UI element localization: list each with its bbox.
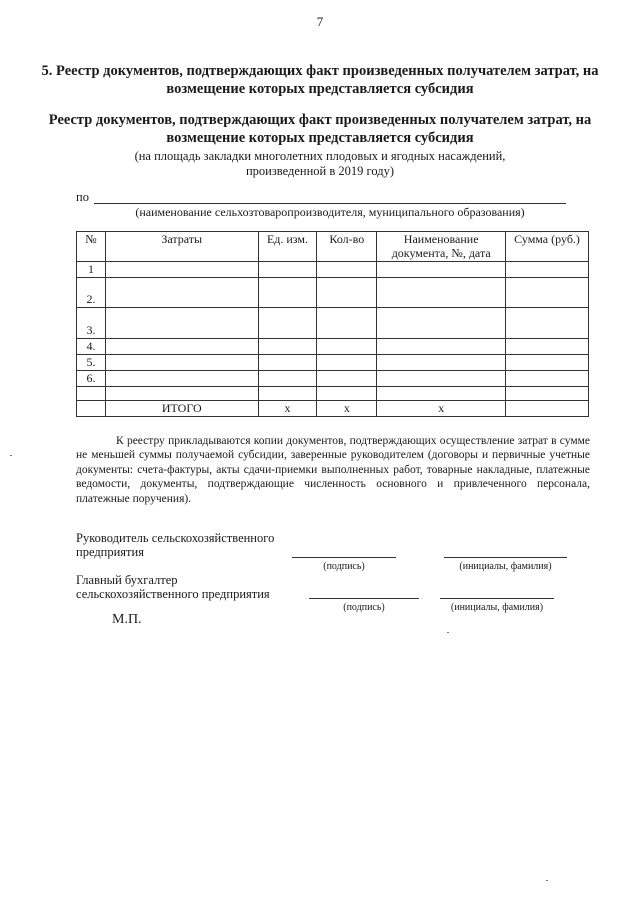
col-header-quantity: Кол-во xyxy=(317,232,377,262)
cell-costs xyxy=(105,308,258,339)
registry-subtitle xyxy=(40,149,600,179)
cell-amount xyxy=(506,387,589,401)
cell-amount xyxy=(506,262,589,278)
cell-unit xyxy=(258,308,317,339)
head-label-line-1: Руководитель сельскохозяйственного xyxy=(76,531,275,545)
accountant-signature-caption: (подпись) xyxy=(343,602,385,613)
cell-costs xyxy=(105,262,258,278)
cell-costs xyxy=(105,371,258,387)
row-number xyxy=(77,387,106,401)
recipient-prefix: по xyxy=(76,190,89,204)
accountant-label-line-1: Главный бухгалтер xyxy=(76,573,178,587)
page-number: 7 xyxy=(316,14,324,29)
col-header-amount: Сумма (руб.) xyxy=(506,232,589,262)
table-row xyxy=(77,355,589,371)
scan-speck xyxy=(546,880,548,881)
cell-document xyxy=(377,339,506,355)
col-header-number: № xyxy=(77,232,106,262)
total-amount xyxy=(506,401,589,417)
cell-quantity xyxy=(317,278,377,308)
table-row xyxy=(77,339,589,355)
accountant-name-line xyxy=(440,598,554,599)
cell-costs xyxy=(105,339,258,355)
scan-speck xyxy=(447,632,449,633)
cell-unit xyxy=(258,371,317,387)
total-unit: х xyxy=(258,401,317,417)
scan-speck xyxy=(10,455,12,456)
table-row xyxy=(77,387,589,401)
cell-document xyxy=(377,278,506,308)
total-document: х xyxy=(377,401,506,417)
section-heading: 5. Реестр документов, подтверждающих факт произведенных получателем затрат, на возмещение которых представляется субсидия xyxy=(41,63,599,97)
cell-document xyxy=(377,262,506,278)
cell-document xyxy=(377,387,506,401)
table-row xyxy=(77,278,589,308)
accountant-signature-label xyxy=(76,573,270,601)
cell-quantity xyxy=(317,308,377,339)
cell-amount xyxy=(506,355,589,371)
col-header-document: Наименование документа, №, дата xyxy=(377,232,506,262)
row-number: 6. xyxy=(77,371,106,387)
stamp-placeholder: М.П. xyxy=(112,612,142,627)
recipient-caption: (наименование сельхозтоваропроизводителя, муниципального образования) xyxy=(135,205,525,219)
cell-costs xyxy=(105,278,258,308)
cell-quantity xyxy=(317,262,377,278)
table-total-row xyxy=(77,401,589,417)
cell-unit xyxy=(258,339,317,355)
total-number-cell xyxy=(77,401,106,417)
head-name-line xyxy=(444,557,567,558)
cell-unit xyxy=(258,262,317,278)
cell-unit xyxy=(258,355,317,371)
total-quantity: х xyxy=(317,401,377,417)
accountant-name-caption: (инициалы, фамилия) xyxy=(450,602,544,613)
row-number: 3. xyxy=(77,308,106,339)
note-text: К реестру прикладываются копии документов, подтверждающих осуществление затрат в сумме не меньшей суммы получаемой субсидии, заверенные руководителем (договоры и первичные учетные документы: счета-фактуры, акты сдачи-приемки выполненных работ, товарные накладные, платежные ведомости, документы, подтверждающие численность основного и привлеченного персонала, платежные поручения). xyxy=(76,435,590,505)
registry-table xyxy=(76,231,589,417)
table-row xyxy=(77,371,589,387)
cell-document xyxy=(377,371,506,387)
cell-document xyxy=(377,308,506,339)
cell-quantity xyxy=(317,355,377,371)
row-number: 4. xyxy=(77,339,106,355)
table-header-row xyxy=(77,232,589,262)
cell-amount xyxy=(506,371,589,387)
cell-unit xyxy=(258,278,317,308)
cell-unit xyxy=(258,387,317,401)
accountant-signature-line xyxy=(309,598,419,599)
cell-quantity xyxy=(317,387,377,401)
table-row xyxy=(77,262,589,278)
recipient-line xyxy=(94,203,566,204)
attachment-note xyxy=(76,434,590,506)
col-header-unit: Ед. изм. xyxy=(258,232,317,262)
subtitle-line-1: (на площадь закладки многолетних плодовых и ягодных насаждений, xyxy=(134,149,506,163)
head-name-caption: (инициалы, фамилия) xyxy=(459,561,552,572)
head-signature-label xyxy=(76,531,274,559)
row-number: 5. xyxy=(77,355,106,371)
accountant-label-line-2: сельскохозяйственного предприятия xyxy=(76,587,270,601)
cell-document xyxy=(377,355,506,371)
row-number: 2. xyxy=(77,278,106,308)
total-label: ИТОГО xyxy=(105,401,258,417)
row-number: 1 xyxy=(77,262,106,278)
head-signature-caption: (подпись) xyxy=(323,561,365,572)
col-header-costs: Затраты xyxy=(105,232,258,262)
cell-costs xyxy=(105,387,258,401)
registry-title: Реестр документов, подтверждающих факт произведенных получателем затрат, на возмещение которых представляется субсидия xyxy=(48,112,592,146)
head-signature-line xyxy=(292,557,396,558)
cell-amount xyxy=(506,308,589,339)
cell-amount xyxy=(506,339,589,355)
head-label-line-2: предприятия xyxy=(76,545,144,559)
table-row xyxy=(77,308,589,339)
cell-amount xyxy=(506,278,589,308)
cell-costs xyxy=(105,355,258,371)
cell-quantity xyxy=(317,339,377,355)
cell-quantity xyxy=(317,371,377,387)
subtitle-line-2: произведенной в 2019 году) xyxy=(245,164,394,178)
